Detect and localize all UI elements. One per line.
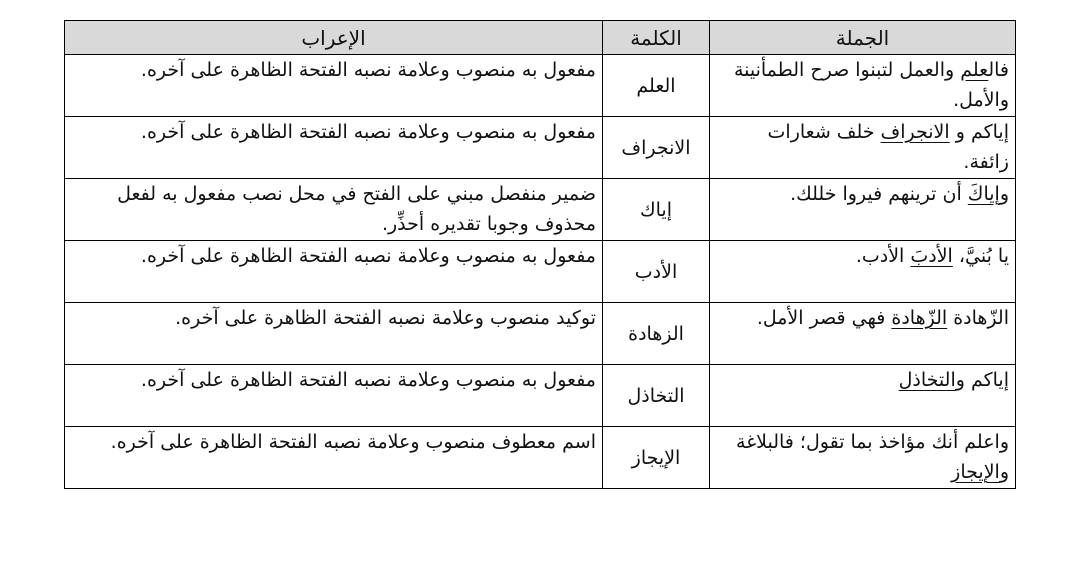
sentence-cell (710, 303, 1016, 365)
parse-cell: ضمير منفصل مبني على الفتح في محل نصب مفعول به لفعل محذوف وجوبا تقديره أحذِّر. (65, 179, 603, 241)
table-body (65, 55, 1016, 489)
table-row (65, 427, 1016, 489)
sentence-text: فال (988, 59, 1009, 81)
sentence-text: أن ترينهم فيروا خللك. (790, 183, 968, 205)
highlighted-word: الأدبَ (910, 245, 953, 267)
word-cell: الانجراف (603, 117, 710, 179)
sentence-text: والعمل لتبنوا صرح الطمأنينة والأمل. (733, 59, 1009, 111)
table-row (65, 365, 1016, 427)
sentence-cell (710, 365, 1016, 427)
word-cell: الإيجاز (603, 427, 710, 489)
sentence-text: الزّهادة (947, 307, 1009, 329)
highlighted-word: الإيجاز (951, 461, 1000, 483)
table-row (65, 55, 1016, 117)
parse-cell: مفعول به منصوب وعلامة نصبه الفتحة الظاهرة على آخره. (65, 365, 603, 427)
sentence-text: فهي قصر الأمل. (756, 307, 892, 329)
sentence-text: واعلم أنك مؤاخذ بما تقول؛ فالبلاغة و (736, 431, 1009, 483)
sentence-cell (710, 117, 1016, 179)
sentence-cell (710, 179, 1016, 241)
word-cell: إياك (603, 179, 710, 241)
parsing-table (64, 20, 1016, 489)
header-row (65, 21, 1016, 55)
highlighted-word: الزّهادة (891, 307, 948, 329)
header-parse: الإعراب (65, 21, 603, 55)
sentence-text: إياكم و (955, 369, 1009, 391)
highlighted-word: إياكَ (967, 183, 1000, 205)
sentence-text: الأدب. (855, 245, 911, 267)
highlighted-word: التخاذل (898, 369, 956, 391)
sentence-cell (710, 55, 1016, 117)
word-cell: العلم (603, 55, 710, 117)
parse-cell: مفعول به منصوب وعلامة نصبه الفتحة الظاهرة على آخره. (65, 55, 603, 117)
sentence-cell (710, 241, 1016, 303)
word-cell: الزهادة (603, 303, 710, 365)
table-row (65, 117, 1016, 179)
highlighted-word: علم (960, 59, 989, 81)
sentence-text: و (999, 183, 1009, 205)
highlighted-word: الانجراف (880, 121, 950, 143)
sentence-text: يا بُنيَّ، (952, 245, 1009, 267)
parse-cell: توكيد منصوب وعلامة نصبه الفتحة الظاهرة على آخره. (65, 303, 603, 365)
parse-cell: اسم معطوف منصوب وعلامة نصبه الفتحة الظاهرة على آخره. (65, 427, 603, 489)
header-word: الكلمة (603, 21, 710, 55)
table-row (65, 179, 1016, 241)
word-cell: التخاذل (603, 365, 710, 427)
sentence-cell (710, 427, 1016, 489)
word-cell: الأدب (603, 241, 710, 303)
sentence-text: خلف شعارات زائفة. (767, 121, 1009, 173)
parse-cell: مفعول به منصوب وعلامة نصبه الفتحة الظاهرة على آخره. (65, 241, 603, 303)
parse-cell: مفعول به منصوب وعلامة نصبه الفتحة الظاهرة على آخره. (65, 117, 603, 179)
sentence-text: إياكم و (949, 121, 1009, 143)
watermark: خمسات (478, 543, 579, 578)
header-sentence: الجملة (710, 21, 1016, 55)
table-row (65, 241, 1016, 303)
table-row (65, 303, 1016, 365)
